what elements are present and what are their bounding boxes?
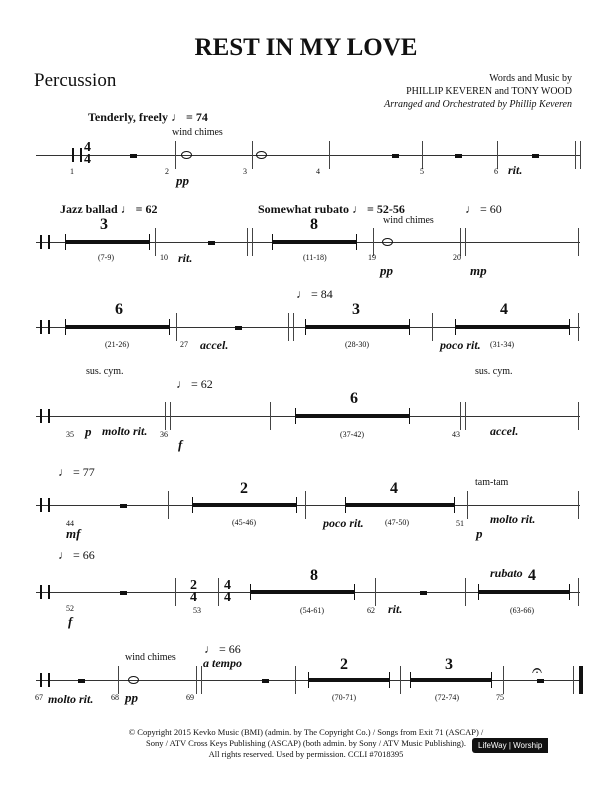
barline: [497, 141, 498, 169]
measure-number: 27: [180, 340, 188, 349]
dynamic: pp: [176, 173, 189, 188]
barline: [432, 313, 433, 341]
measure-range: (7-9): [98, 253, 114, 262]
percussion-clef: [40, 585, 50, 599]
dynamic: mp: [470, 263, 487, 278]
barline: [176, 313, 177, 341]
barline: [578, 402, 579, 430]
multirest: [478, 590, 570, 594]
measure-range: (28-30): [345, 340, 369, 349]
multirest: [345, 503, 455, 507]
instrument-label: wind chimes: [125, 652, 176, 663]
whole-rest: [532, 154, 539, 158]
whole-rest: [130, 154, 137, 158]
barline: [118, 666, 119, 694]
tempo-marking: ♩ = 60: [465, 202, 502, 216]
whole-rest: [78, 679, 85, 683]
multirest: [410, 678, 492, 682]
multirest-count: 3: [445, 656, 453, 673]
measure-number: 44: [66, 519, 74, 528]
measure-number: 67: [35, 693, 43, 702]
multirest-count: 8: [310, 216, 318, 233]
double-barline: [165, 402, 171, 430]
barline: [218, 578, 219, 606]
instrument-label: sus. cym.: [475, 366, 513, 377]
measure-range: (11-18): [303, 253, 327, 262]
dynamic: pp: [125, 690, 138, 705]
dynamic: f: [68, 614, 73, 629]
multirest: [250, 590, 355, 594]
multirest: [295, 414, 410, 418]
expression: a tempo: [203, 656, 242, 670]
barline: [422, 141, 423, 169]
measure-number: 2: [165, 167, 169, 176]
double-barline: [196, 666, 202, 694]
tempo-marking: ♩ = 66: [58, 548, 95, 562]
multirest: [308, 678, 390, 682]
measure-number: 69: [186, 693, 194, 702]
multirest: [65, 325, 170, 329]
dynamic: mf: [66, 526, 81, 541]
measure-number: 52: [66, 604, 74, 613]
instrument-label: wind chimes: [383, 215, 434, 226]
percussion-clef: [40, 235, 50, 249]
percussion-clef: [72, 148, 82, 162]
dynamic: f: [178, 437, 183, 452]
final-barline: [573, 666, 583, 694]
barline: [578, 313, 579, 341]
multirest-count: 4: [500, 301, 508, 318]
tempo-marking: Jazz ballad ♩ = 62: [60, 202, 158, 216]
time-signature: 4 4: [224, 578, 231, 605]
multirest: [192, 503, 297, 507]
multirest-count: 3: [352, 301, 360, 318]
measure-number: 4: [316, 167, 320, 176]
measure-number: 5: [420, 167, 424, 176]
expression: molto rit.: [490, 512, 536, 526]
measure-range: (54-61): [300, 606, 324, 615]
barline: [467, 491, 468, 519]
whole-rest: [420, 591, 427, 595]
time-signature: 4 4: [84, 140, 91, 167]
barline: [578, 491, 579, 519]
arranger: Arranged and Orchestrated by Phillip Keveren: [384, 99, 572, 110]
whole-rest: [235, 326, 242, 330]
measure-range: (31-34): [490, 340, 514, 349]
multirest: [455, 325, 570, 329]
multirest-count: 3: [100, 216, 108, 233]
expression: rit.: [178, 251, 193, 265]
measure-number: 68: [111, 693, 119, 702]
measure-number: 75: [496, 693, 504, 702]
staff-line: [36, 155, 580, 156]
measure-number: 6: [494, 167, 498, 176]
measure-range: (21-26): [105, 340, 129, 349]
double-barline: [460, 402, 466, 430]
instrument-label: sus. cym.: [86, 366, 124, 377]
copyright-line: © Copyright 2015 Kevko Music (BMI) (admin. by The Copyright Co.) / Songs from Exit 71 (ASCAP) /: [128, 727, 484, 737]
barline: [465, 578, 466, 606]
instrument-label: wind chimes: [172, 127, 223, 138]
measure-number: 62: [367, 606, 375, 615]
barline: [175, 141, 176, 169]
whole-rest: [208, 241, 215, 245]
tempo-marking: ♩ = 66: [204, 642, 241, 656]
measure-number: 51: [456, 519, 464, 528]
staff-line: [36, 505, 580, 506]
percussion-clef: [40, 498, 50, 512]
tempo-marking: Somewhat rubato ♩ = 52-56: [258, 202, 405, 216]
whole-rest: [455, 154, 462, 158]
instrument-label: tam-tam: [475, 477, 509, 488]
double-barline: [247, 228, 253, 256]
expression: rit.: [508, 163, 523, 177]
barline: [168, 491, 169, 519]
credit-line: Words and Music by: [489, 73, 572, 84]
whole-rest: [392, 154, 399, 158]
percussion-clef: [40, 409, 50, 423]
double-barline: [288, 313, 294, 341]
tempo-marking: ♩ = 77: [58, 465, 95, 479]
barline: [578, 578, 579, 606]
percussion-clef: [40, 320, 50, 334]
barline: [578, 228, 579, 256]
barline: [503, 666, 504, 694]
barline: [375, 578, 376, 606]
measure-range: (63-66): [510, 606, 534, 615]
whole-note: [128, 676, 139, 684]
whole-rest: [120, 504, 127, 508]
expression: poco rit.: [440, 338, 481, 352]
barline: [373, 228, 374, 256]
percussion-clef: [40, 673, 50, 687]
measure-number: 20: [453, 253, 461, 262]
measure-number: 53: [193, 606, 201, 615]
barline: [175, 578, 176, 606]
tempo-marking: ♩ = 84: [296, 287, 333, 301]
composers: PHILLIP KEVEREN and TONY WOOD: [406, 86, 572, 97]
measure-number: 19: [368, 253, 376, 262]
time-signature: 2 4: [190, 578, 197, 605]
measure-range: (45-46): [232, 518, 256, 527]
measure-range: (47-50): [385, 518, 409, 527]
barline: [305, 491, 306, 519]
measure-number: 1: [70, 167, 74, 176]
barline: [400, 666, 401, 694]
multirest: [65, 240, 150, 244]
multirest-count: 6: [350, 390, 358, 407]
multirest-count: 8: [310, 567, 318, 584]
multirest: [305, 325, 410, 329]
copyright-line: All rights reserved. Used by permission. CCLI #7018395: [208, 749, 404, 759]
barline: [295, 666, 296, 694]
fermata-icon: 𝄐: [532, 660, 543, 680]
dynamic: pp: [380, 263, 393, 278]
dynamic: p: [476, 526, 483, 541]
measure-range: (37-42): [340, 430, 364, 439]
whole-note: [256, 151, 267, 159]
tempo-marking: ♩ = 62: [176, 377, 213, 391]
multirest-count: 4: [390, 480, 398, 497]
multirest: [272, 240, 357, 244]
tempo-marking: Tenderly, freely ♩ = 74: [88, 110, 208, 124]
double-barline: [575, 141, 581, 169]
multirest-count: 2: [240, 480, 248, 497]
double-barline: [460, 228, 466, 256]
measure-number: 10: [160, 253, 168, 262]
barline: [155, 228, 156, 256]
measure-number: 36: [160, 430, 168, 439]
whole-note: [382, 238, 393, 246]
multirest-count: 2: [340, 656, 348, 673]
lifeway-worship-logo: LifeWay | Worship: [472, 738, 548, 753]
expression: poco rit.: [323, 516, 364, 530]
expression: molto rit.: [48, 692, 94, 706]
multirest-count: 4: [528, 567, 536, 584]
instrument-name: Percussion: [34, 70, 117, 91]
measure-number: 3: [243, 167, 247, 176]
dynamic: p: [85, 424, 92, 439]
credits: [384, 72, 572, 111]
barline: [329, 141, 330, 169]
whole-note: [181, 151, 192, 159]
measure-number: 43: [452, 430, 460, 439]
whole-rest: [262, 679, 269, 683]
measure-range: (72-74): [435, 693, 459, 702]
barline: [270, 402, 271, 430]
copyright-line: Sony / ATV Cross Keys Publishing (ASCAP) (both admin. by Sony / ATV Music Publishing).: [146, 738, 466, 748]
expression: rit.: [388, 602, 403, 616]
measure-number: 35: [66, 430, 74, 439]
measure-range: (70-71): [332, 693, 356, 702]
expression: molto rit.: [102, 424, 148, 438]
expression: accel.: [200, 338, 229, 352]
whole-rest: [120, 591, 127, 595]
multirest-count: 6: [115, 301, 123, 318]
barline: [252, 141, 253, 169]
expression: accel.: [490, 424, 519, 438]
expression: rubato: [490, 566, 523, 580]
song-title: REST IN MY LOVE: [194, 34, 418, 61]
